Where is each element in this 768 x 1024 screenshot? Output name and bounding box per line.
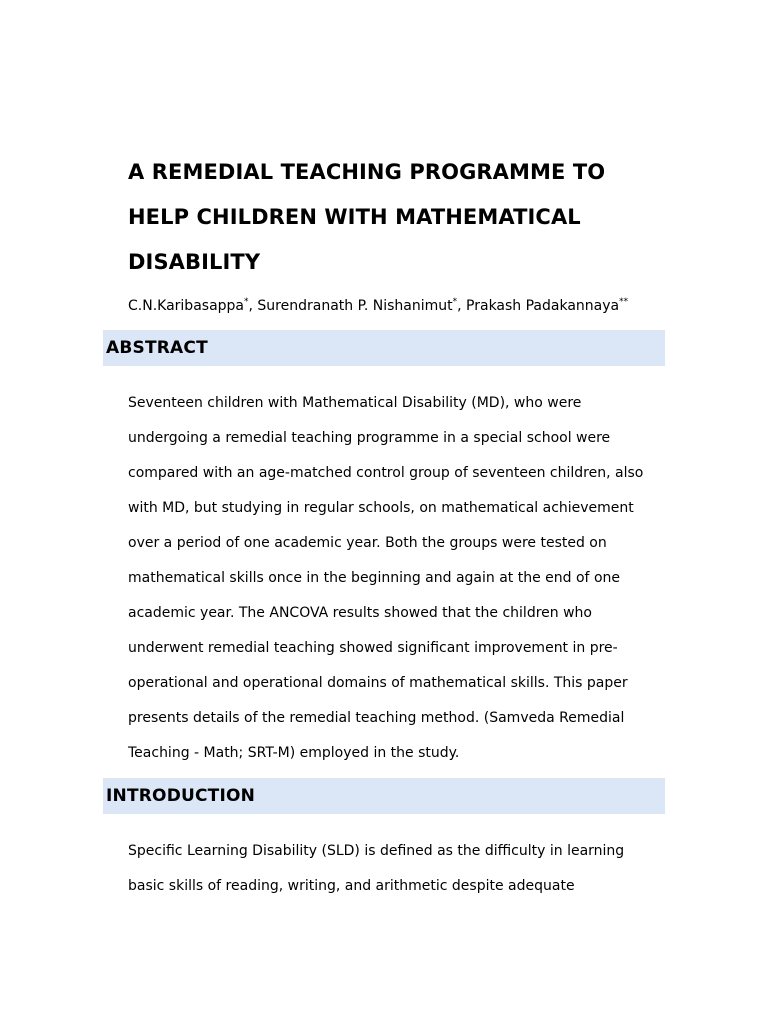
abstract-line: compared with an age-matched control group of seventeen children, also bbox=[128, 465, 644, 481]
abstract-line: academic year. The ANCOVA results showed that the children who bbox=[128, 605, 592, 621]
abstract-line: mathematical skills once in the beginning and again at the end of one bbox=[128, 570, 620, 586]
author-list bbox=[128, 294, 728, 318]
affiliation-mark: ** bbox=[619, 297, 629, 307]
abstract-heading-bar bbox=[103, 330, 665, 366]
title-line: HELP CHILDREN WITH MATHEMATICAL bbox=[128, 205, 581, 229]
abstract-line: undergoing a remedial teaching programme in a special school were bbox=[128, 430, 611, 446]
abstract-line: operational and operational domains of mathematical skills. This paper bbox=[128, 675, 628, 691]
introduction-line: basic skills of reading, writing, and arithmetic despite adequate bbox=[128, 878, 575, 894]
title-line: A REMEDIAL TEACHING PROGRAMME TO bbox=[128, 160, 606, 184]
author-separator: , bbox=[457, 298, 467, 314]
paper-title bbox=[128, 150, 688, 285]
abstract-line: Seventeen children with Mathematical Disability (MD), who were bbox=[128, 395, 582, 411]
abstract-line: presents details of the remedial teaching method. (Samveda Remedial bbox=[128, 710, 625, 726]
abstract-line: Teaching - Math; SRT-M) employed in the study. bbox=[128, 745, 460, 761]
affiliation-mark: * bbox=[244, 297, 249, 307]
introduction-heading: INTRODUCTION bbox=[106, 786, 256, 806]
author-separator: , bbox=[248, 298, 258, 314]
introduction-heading-bar bbox=[103, 778, 665, 814]
abstract-line: underwent remedial teaching showed significant improvement in pre- bbox=[128, 640, 618, 656]
abstract-heading: ABSTRACT bbox=[106, 338, 208, 358]
introduction-line: Specific Learning Disability (SLD) is defined as the difficulty in learning bbox=[128, 843, 625, 859]
affiliation-mark: * bbox=[452, 297, 458, 307]
author-name: Surendranath P. Nishanimut bbox=[257, 298, 453, 314]
introduction-body bbox=[128, 834, 688, 904]
abstract-line: with MD, but studying in regular schools, on mathematical achievement bbox=[128, 500, 634, 516]
abstract-line: over a period of one academic year. Both the groups were tested on bbox=[128, 535, 607, 551]
author-name: C.N.Karibasappa bbox=[128, 298, 244, 314]
title-line: DISABILITY bbox=[128, 250, 261, 274]
abstract-body bbox=[128, 386, 688, 771]
author-name: Prakash Padakannaya bbox=[466, 298, 620, 314]
